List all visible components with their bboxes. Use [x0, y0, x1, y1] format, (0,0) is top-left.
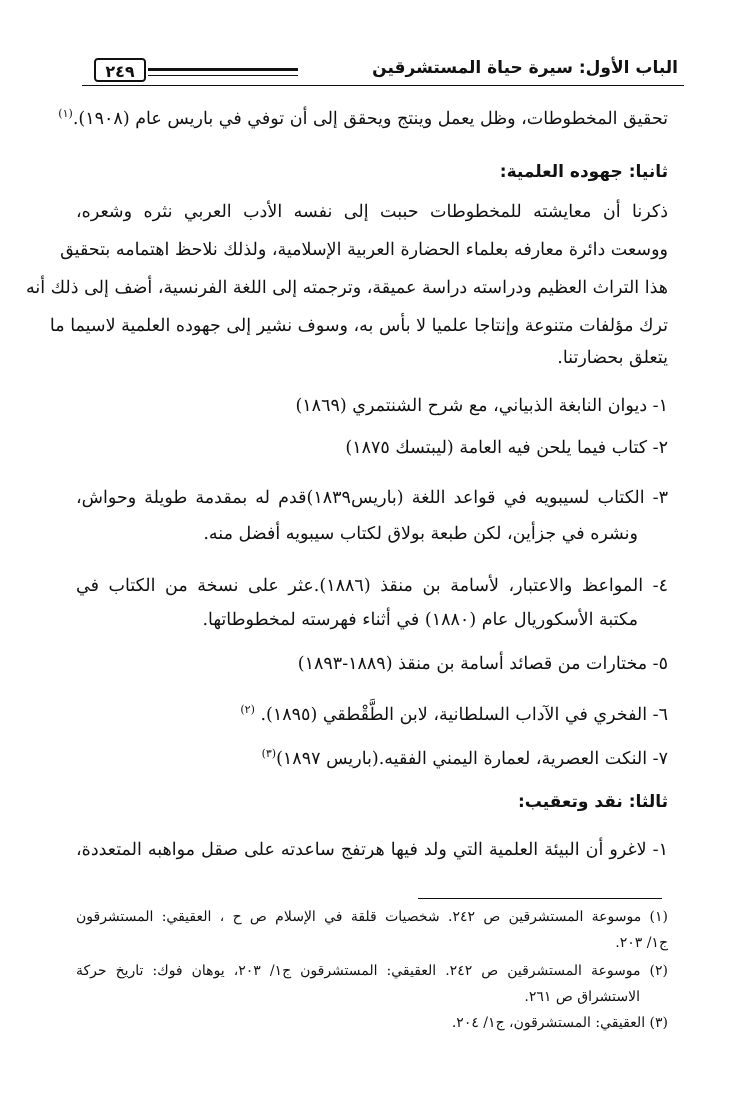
list-item: ٣- الكتاب لسيبويه في قواعد اللغة (باريس١٨٣٩)قدم له بمقدمة طويلة وحواش، [76, 488, 668, 508]
footnote: (٣) العقيقي: المستشرقون، ج١/ ٢٠٤. [451, 1015, 668, 1031]
paragraph-line: ووسعت دائرة معارفه بعلماء الحضارة العربية الإسلامية، ولذلك نلاحظ اهتمامه بتحقيق [60, 240, 668, 260]
footnote-continuation: الاستشراق ص ٢٦١. [524, 989, 640, 1005]
footnote: (١) موسوعة المستشرقين ص ٢٤٢. شخصيات قلقة في الإسلام ص ح ، العقيقي: المستشرقون [76, 909, 669, 925]
list-item-text: ٧- النكت العصرية، لعمارة اليمني الفقيه.(باريس ١٨٩٧) [276, 748, 668, 769]
header-divider [82, 85, 684, 86]
running-header [82, 52, 684, 88]
body-line-1 [58, 100, 668, 133]
footnote: (٢) موسوعة المستشرقين ص ٢٤٢. العقيقي: المستشرقون ج١/ ٢٠٣، يوهان فوك: تاريخ حركة [76, 963, 668, 979]
section-heading-3: ثالثا: نقد وتعقيب: [517, 792, 668, 812]
list-item [76, 696, 668, 729]
paragraph-line: ١- لاغرو أن البيئة العلمية التي ولد فيها هرتفج ساعدته على صقل مواهبه المتعددة، [76, 840, 668, 860]
body-line-1-text: تحقيق المخطوطات، وظل يعمل وينتج ويحقق إلى أن توفي في باريس عام (١٩٠٨). [72, 108, 668, 129]
list-item-text: ٦- الفخري في الآداب السلطانية، لابن الطَّقْطقي (١٨٩٥). [260, 704, 668, 725]
footnote-ref-1: (١) [58, 107, 73, 120]
paragraph-line: ترك مؤلفات متنوعة وإنتاجا علميا لا بأس به، وسوف نشير إلى جهوده العلمية لاسيما ما [49, 316, 668, 336]
list-item: ١- ديوان النابغة الذبياني، مع شرح الشنتمري (١٨٦٩) [295, 396, 668, 416]
footnote-ref-2: (٢) [240, 703, 255, 716]
section-heading-2: ثانيا: جهوده العلمية: [499, 162, 668, 182]
list-item-continuation: مكتبة الأسكوريال عام (١٨٨٠) في أثناء فهرسته لمخطوطاتها. [202, 610, 638, 630]
header-rule-thin [148, 75, 298, 76]
list-item: ٤- المواعظ والاعتبار، لأسامة بن منقذ (١٨٨٦).عثر على نسخة من الكتاب في [76, 576, 668, 596]
paragraph-line: يتعلق بحضارتنا. [557, 348, 668, 368]
chapter-title: الباب الأول: سيرة حياة المستشرقين [372, 58, 678, 78]
footnote-separator [418, 898, 662, 899]
page-number: ٢٤٩ [94, 58, 146, 82]
header-rule-thick [148, 68, 298, 71]
list-item: ٥- مختارات من قصائد أسامة بن منقذ (١٨٨٩-١٨٩٣) [297, 654, 668, 674]
footnote-ref-3: (٣) [261, 747, 277, 760]
paragraph-line: ذكرنا أن معايشته للمخطوطات حببت إلى نفسه الأدب العربي نثره وشعره، [76, 202, 668, 222]
paragraph-line: هذا التراث العظيم ودراسته دراسة عميقة، وترجمته إلى اللغة الفرنسية، أضف إلى ذلك أنه [25, 278, 668, 298]
list-item-continuation: ونشره في جزأين، لكن طبعة بولاق لكتاب سيبويه أفضل منه. [203, 524, 638, 544]
list-item [76, 740, 668, 773]
footnote-continuation: ج١/ ٢٠٣. [615, 935, 668, 951]
list-item: ٢- كتاب فيما يلحن فيه العامة (ليبتسك ١٨٧٥) [345, 438, 668, 458]
